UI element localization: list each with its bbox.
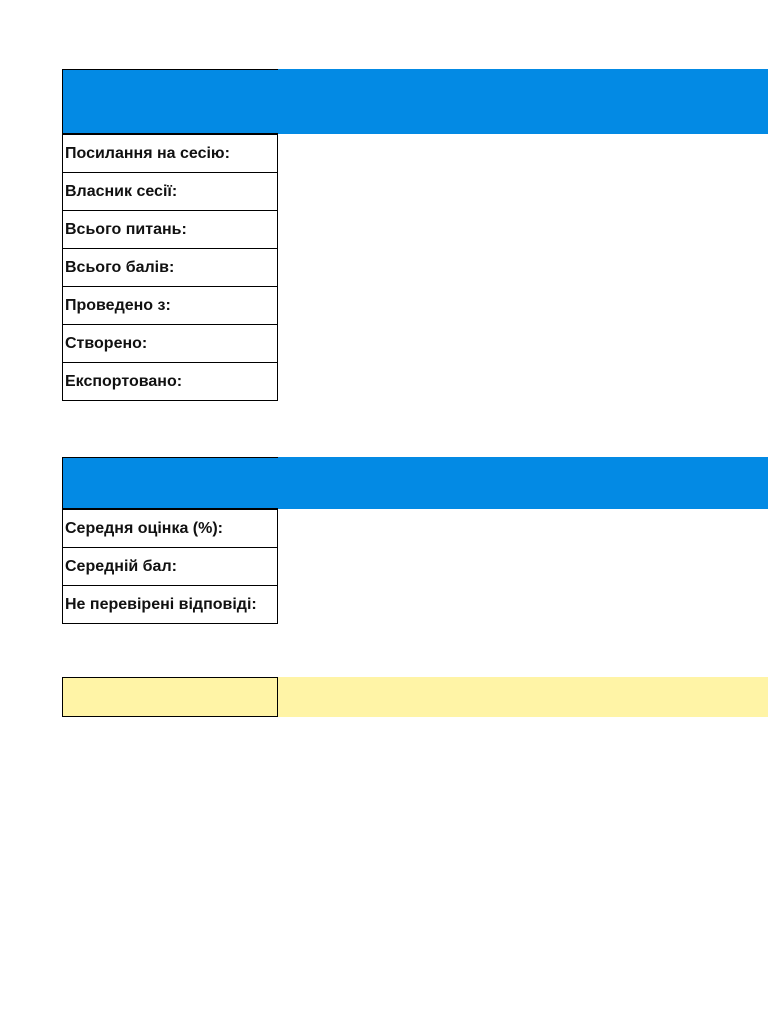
table-row bbox=[63, 287, 278, 325]
results-table bbox=[62, 509, 278, 624]
table-row bbox=[63, 173, 278, 211]
session-owner-label: Власник сесії: bbox=[63, 173, 278, 211]
total-questions-label: Всього питань: bbox=[63, 211, 278, 249]
table-row bbox=[63, 548, 278, 586]
notes-band bbox=[62, 677, 768, 717]
table-row bbox=[63, 211, 278, 249]
session-info-header-cell bbox=[62, 69, 278, 134]
table-row bbox=[63, 510, 278, 548]
results-header-cell bbox=[62, 457, 278, 509]
notes-band-cell bbox=[62, 677, 278, 717]
average-score-percent-value bbox=[278, 509, 768, 547]
unchecked-answers-value bbox=[278, 586, 768, 624]
created-label: Створено: bbox=[63, 325, 278, 363]
total-questions-value bbox=[278, 211, 768, 249]
table-row bbox=[63, 586, 278, 624]
session-info-header bbox=[62, 69, 768, 134]
held-from-label: Проведено з: bbox=[63, 287, 278, 325]
exported-value bbox=[278, 366, 768, 404]
table-row bbox=[63, 135, 278, 173]
results-header bbox=[62, 457, 768, 509]
exported-label: Експортовано: bbox=[63, 363, 278, 401]
held-from-value bbox=[278, 289, 768, 327]
session-link-value bbox=[278, 134, 768, 172]
average-score-percent-label: Середня оцінка (%): bbox=[63, 510, 278, 548]
unchecked-answers-label: Не перевірені відповіді: bbox=[63, 586, 278, 624]
session-info-table bbox=[62, 134, 278, 401]
total-points-value bbox=[278, 250, 768, 288]
average-points-label: Середній бал: bbox=[63, 548, 278, 586]
table-row bbox=[63, 249, 278, 287]
created-value bbox=[278, 328, 768, 366]
session-link-label: Посилання на сесію: bbox=[63, 135, 278, 173]
total-points-label: Всього балів: bbox=[63, 249, 278, 287]
table-row bbox=[63, 363, 278, 401]
table-row bbox=[63, 325, 278, 363]
average-points-value bbox=[278, 548, 768, 586]
session-owner-value bbox=[278, 173, 768, 211]
